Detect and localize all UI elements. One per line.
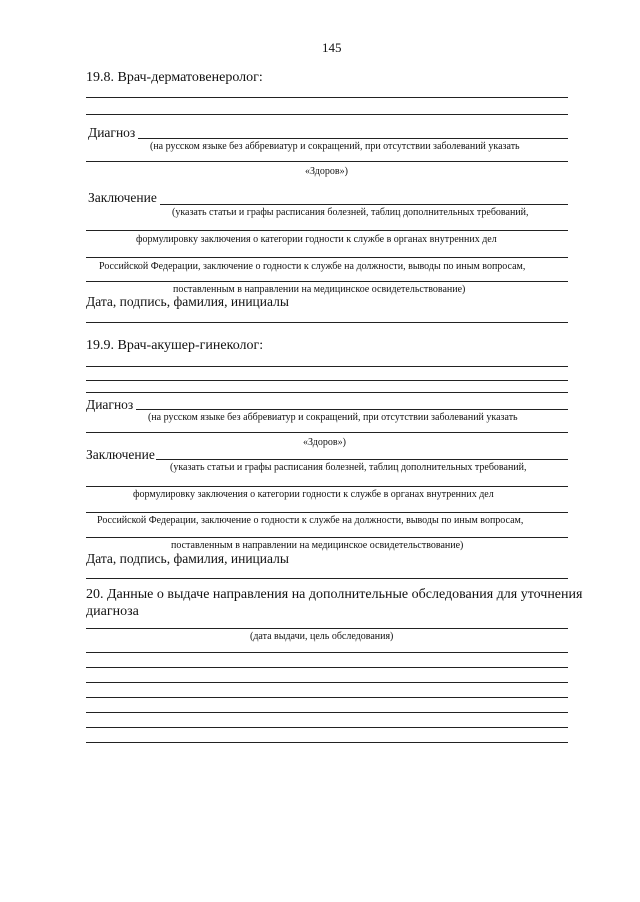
conclusion-note: (указать статьи и графы расписания болезней, таблиц дополнительных требований, bbox=[172, 207, 529, 218]
diagnosis-line[interactable] bbox=[86, 432, 568, 433]
answer-line[interactable] bbox=[86, 628, 568, 629]
page-number: 145 bbox=[322, 40, 342, 55]
diagnosis-note: (на русском языке без аббревиатур и сокращений, при отсутствии заболеваний указать bbox=[150, 141, 520, 152]
diagnosis-line[interactable] bbox=[138, 138, 568, 139]
answer-line[interactable] bbox=[86, 712, 568, 713]
conclusion-line[interactable] bbox=[86, 281, 568, 282]
signature-label: Дата, подпись, фамилия, инициалы bbox=[86, 551, 289, 566]
answer-line[interactable] bbox=[86, 114, 568, 115]
diagnosis-line[interactable] bbox=[136, 409, 568, 410]
conclusion-note: (указать статьи и графы расписания болезней, таблиц дополнительных требований, bbox=[170, 462, 527, 473]
conclusion-line[interactable] bbox=[86, 230, 568, 231]
answer-line[interactable] bbox=[86, 392, 568, 393]
conclusion-note: поставленным в направлении на медицинское освидетельствование) bbox=[173, 284, 466, 295]
answer-line[interactable] bbox=[86, 682, 568, 683]
answer-line[interactable] bbox=[86, 742, 568, 743]
conclusion-note: Российской Федерации, заключение о годности к службе на должности, выводы по иным вопросам, bbox=[97, 515, 524, 526]
signature-line[interactable] bbox=[86, 578, 568, 579]
signature-line[interactable] bbox=[86, 322, 568, 323]
section-20-heading-cont: диагноза bbox=[86, 604, 139, 619]
section-20-heading: 20. Данные о выдаче направления на дополнительные обследования для уточнения bbox=[86, 587, 583, 602]
answer-line[interactable] bbox=[86, 366, 568, 367]
diagnosis-note: (на русском языке без аббревиатур и сокращений, при отсутствии заболеваний указать bbox=[148, 412, 518, 423]
diagnosis-label: Диагноз bbox=[88, 125, 136, 140]
signature-label: Дата, подпись, фамилия, инициалы bbox=[86, 294, 289, 309]
diagnosis-note: «Здоров») bbox=[305, 166, 348, 177]
conclusion-line[interactable] bbox=[160, 204, 568, 205]
conclusion-line[interactable] bbox=[86, 257, 568, 258]
answer-line[interactable] bbox=[86, 652, 568, 653]
conclusion-note: формулировку заключения о категории годности к службе в органах внутренних дел bbox=[133, 489, 494, 500]
conclusion-label: Заключение bbox=[88, 190, 157, 205]
conclusion-line[interactable] bbox=[156, 459, 568, 460]
answer-line[interactable] bbox=[86, 97, 568, 98]
conclusion-note: Российской Федерации, заключение о годности к службе на должности, выводы по иным вопросам, bbox=[99, 261, 526, 272]
answer-line[interactable] bbox=[86, 727, 568, 728]
conclusion-note: поставленным в направлении на медицинское освидетельствование) bbox=[171, 540, 464, 551]
conclusion-line[interactable] bbox=[86, 512, 568, 513]
section-19-9-heading: 19.9. Врач-акушер-гинеколог: bbox=[86, 338, 264, 353]
diagnosis-line[interactable] bbox=[86, 161, 568, 162]
conclusion-note: формулировку заключения о категории годности к службе в органах внутренних дел bbox=[136, 234, 497, 245]
referral-note: (дата выдачи, цель обследования) bbox=[250, 631, 394, 642]
section-19-8-heading: 19.8. Врач-дерматовенеролог: bbox=[86, 70, 263, 85]
diagnosis-note: «Здоров») bbox=[303, 437, 346, 448]
conclusion-line[interactable] bbox=[86, 537, 568, 538]
conclusion-label: Заключение bbox=[86, 447, 155, 462]
answer-line[interactable] bbox=[86, 697, 568, 698]
diagnosis-label: Диагноз bbox=[86, 397, 134, 412]
answer-line[interactable] bbox=[86, 667, 568, 668]
conclusion-line[interactable] bbox=[86, 486, 568, 487]
answer-line[interactable] bbox=[86, 380, 568, 381]
